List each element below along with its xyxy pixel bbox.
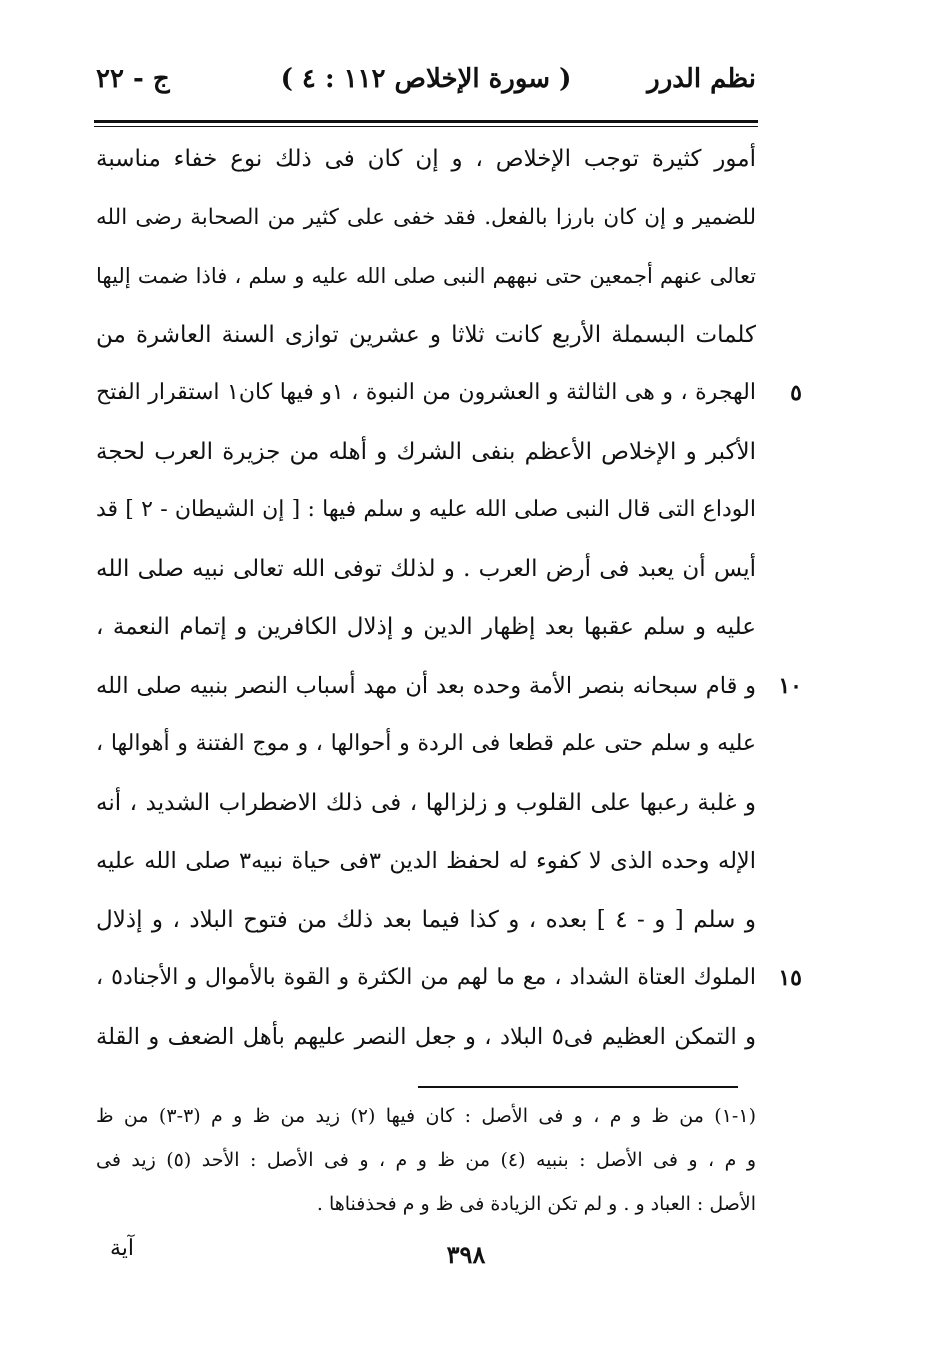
text-line: [96, 1008, 756, 1067]
running-header: [96, 64, 756, 114]
text-line: [96, 481, 756, 540]
text-line: [96, 598, 756, 657]
text-line: [96, 949, 802, 1008]
text-line: [96, 423, 756, 482]
header-rule-thin: [94, 126, 758, 127]
page-number: ٣٩٨: [446, 1240, 486, 1269]
line-text: أيس أن يعبد فى أرض العرب . و لذلك توفى الله تعالى نبيه صلى الله: [96, 555, 756, 582]
line-text: و سلم [ و - ٤ ] بعده ، و كذا فيما بعد ذلك من فتوح البلاد ، و إذلال: [96, 906, 756, 933]
line-text: و غلبة رعبها على القلوب و زلزالها ، فى ذلك الاضطراب الشديد ، أنه: [96, 789, 756, 816]
line-text: كلمات البسملة الأربع كانت ثلاثا و عشرين توازى السنة العاشرة من: [96, 321, 756, 348]
text-line: [96, 715, 756, 774]
text-line: [96, 130, 756, 189]
line-text: الإله وحده الذى لا كفوء له لحفظ الدين ٣فى حياة نبيه٣ صلى الله عليه: [96, 848, 757, 874]
footnote-line: (١-١) من ظ و م ، و فى الأصل : كان فيها (٢) زيد من ظ و م (٣-٣) من ظ: [96, 1105, 756, 1127]
text-line: [96, 189, 756, 248]
footnotes: [96, 1094, 756, 1226]
line-text: عليه و سلم عقبها بعد إظهار الدين و إذلال الكافرين و إتمام النعمة ،: [96, 614, 756, 640]
text-line: [96, 540, 756, 599]
header-rule: [94, 120, 758, 123]
main-text: [96, 130, 802, 1066]
line-text: الوداع التى قال النبى صلى الله عليه و سلم فيها : [ إن الشيطان - ٢ ] قد: [96, 497, 756, 522]
line-number: ١٥: [778, 965, 802, 991]
line-text: تعالى عنهم أجمعين حتى نبههم النبى صلى الله عليه و سلم ، فاذا ضمت إليها: [96, 264, 756, 288]
volume-number: ج - ٢٢: [96, 64, 170, 94]
text-line: [96, 774, 756, 833]
line-text: أمور كثيرة توجب الإخلاص ، و إن كان فى ذلك نوع خفاء مناسبة: [96, 146, 756, 172]
text-line: [96, 657, 802, 716]
footnote-line: الأصل : العباد و . و لم تكن الزيادة فى ظ و م فحذفناها .: [316, 1193, 756, 1215]
line-text: الهجرة ، و هى الثالثة و العشرون من النبوة ، ١و فيها كان١ استقرار الفتح: [96, 380, 756, 405]
line-text: عليه و سلم حتى علم قطعا فى الردة و أحوالها ، و موج الفتنة و أهوالها ،: [96, 731, 756, 756]
line-text: الأكبر و الإخلاص الأعظم بنفى الشرك و أهله من جزيرة العرب لحجة: [96, 438, 756, 465]
surah-reference: ( سورة الإخلاص ١١٢ : ٤ ): [280, 64, 572, 94]
book-title: نظم الدرر: [647, 64, 756, 94]
line-text: للضمير و إن كان بارزا بالفعل. فقد خفى على كثير من الصحابة رضى الله: [96, 204, 756, 230]
line-text: و قام سبحانه بنصر الأمة وحده بعد أن مهد أسباب النصر بنبيه صلى الله: [96, 672, 756, 699]
text-line: [96, 832, 756, 891]
footnote-line: و م ، و فى الأصل : بنبيه (٤) من ظ و م ، و فى الأصل : الأحد (٥) زيد فى: [96, 1149, 757, 1171]
line-text: و التمكن العظيم فى٥ البلاد ، و جعل النصر عليهم بأهل الضعف و القلة: [96, 1023, 756, 1050]
text-line: [96, 306, 756, 365]
footnote-rule: [418, 1086, 738, 1088]
line-number: ٥: [790, 380, 802, 406]
line-text: الملوك العتاة الشداد ، مع ما لهم من الكثرة و القوة بالأموال و الأجناد٥ ،: [96, 965, 756, 990]
text-line: [96, 891, 756, 950]
text-line: [96, 247, 756, 306]
line-number: ١٠: [778, 672, 802, 699]
text-line: [96, 364, 802, 423]
catchword: آية: [110, 1236, 135, 1261]
